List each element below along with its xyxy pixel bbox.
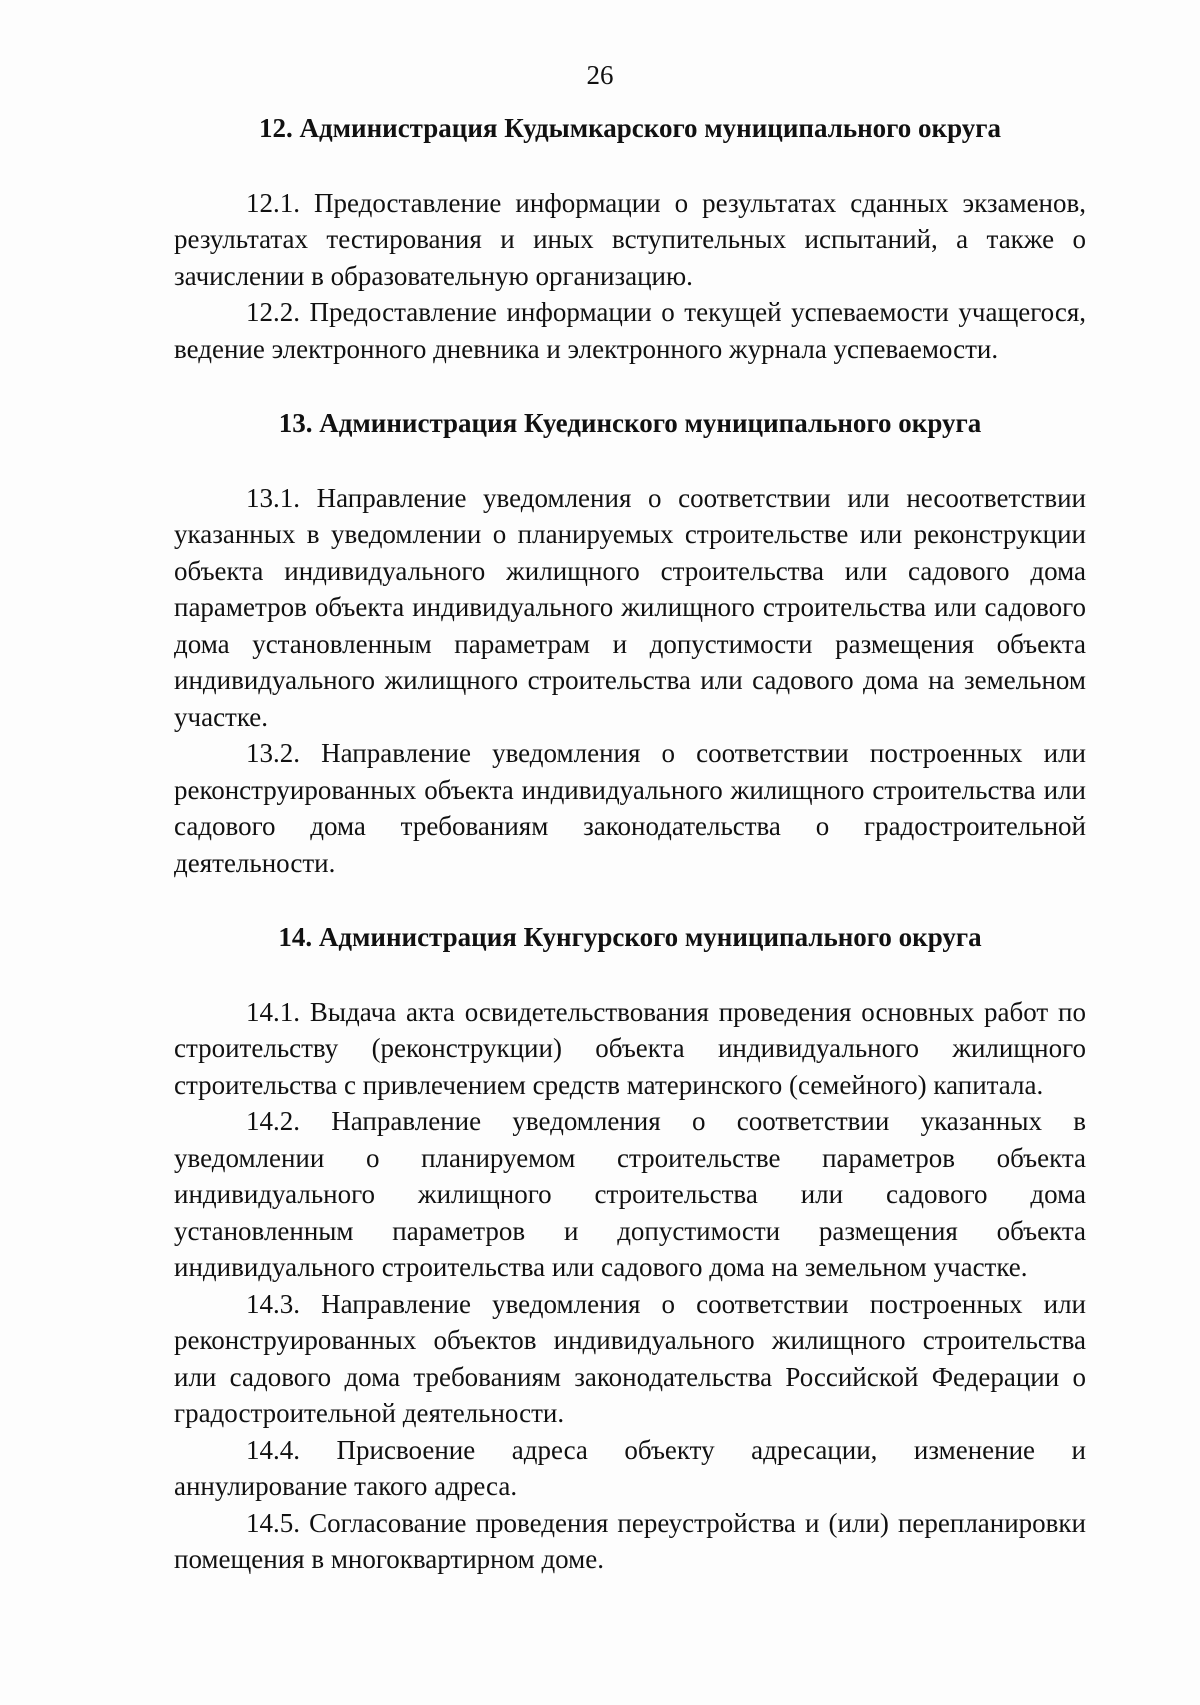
paragraph-13-2: 13.2. Направление уведомления о соответствии построенных или реконструированных объекта индивидуального жилищного строительства или садового дома требованиям законодательства о градостроительной деятельности. xyxy=(174,738,1086,878)
paragraph-14-1: 14.1. Выдача акта освидетельствования проведения основных работ по строительству (реконструкции) объекта индивидуального жилищного строительства с привлечением средств материнского (семейного) капитала. xyxy=(174,996,1086,1100)
paragraph-14-5: 14.5. Согласование проведения переустройства и (или) перепланировки помещения в многоквартирном доме. xyxy=(174,1507,1086,1574)
paragraph-14-2: 14.2. Направление уведомления о соответствии указанных в уведомлении о планируемом строительстве параметров объекта индивидуального жилищного строительства или садового дома установленным параметров и допустимости размещения объекта индивидуального строительства или садового дома на земельном участке. xyxy=(174,1106,1086,1282)
paragraph-12-1: 12.1. Предоставление информации о результатах сданных экзаменов, результатах тестирования и иных вступительных испытаний, а также о зачислении в образовательную организацию. xyxy=(174,187,1086,291)
paragraph-12-2: 12.2. Предоставление информации о текущей успеваемости учащегося, ведение электронного дневника и электронного журнала успеваемости. xyxy=(174,297,1086,364)
page-number: 26 xyxy=(586,60,614,90)
section-title-14: 14. Администрация Кунгурского муниципального округа xyxy=(278,922,982,952)
paragraph-14-4: 14.4. Присвоение адреса объекту адресации, изменение и аннулирование такого адреса. xyxy=(174,1434,1086,1501)
section-title-13: 13. Администрация Куединского муниципального округа xyxy=(278,408,982,438)
paragraph-14-3: 14.3. Направление уведомления о соответствии построенных или реконструированных объектов индивидуального жилищного строительства или садового дома требованиям законодательства Российской Федерации о градостроительной деятельности. xyxy=(174,1288,1086,1428)
section-title-12: 12. Администрация Кудымкарского муниципального округа xyxy=(258,113,1001,143)
paragraph-13-1: 13.1. Направление уведомления о соответствии или несоответствии указанных в уведомлении о планируемых строительстве или реконструкции объекта индивидуального жилищного строительства или садового дома параметров объекта индивидуального жилищного строительства или садового дома установленным параметрам и допустимости размещения объекта индивидуального жилищного строительства или садового дома на земельном участке. xyxy=(174,482,1086,732)
document-body xyxy=(174,110,1086,1578)
